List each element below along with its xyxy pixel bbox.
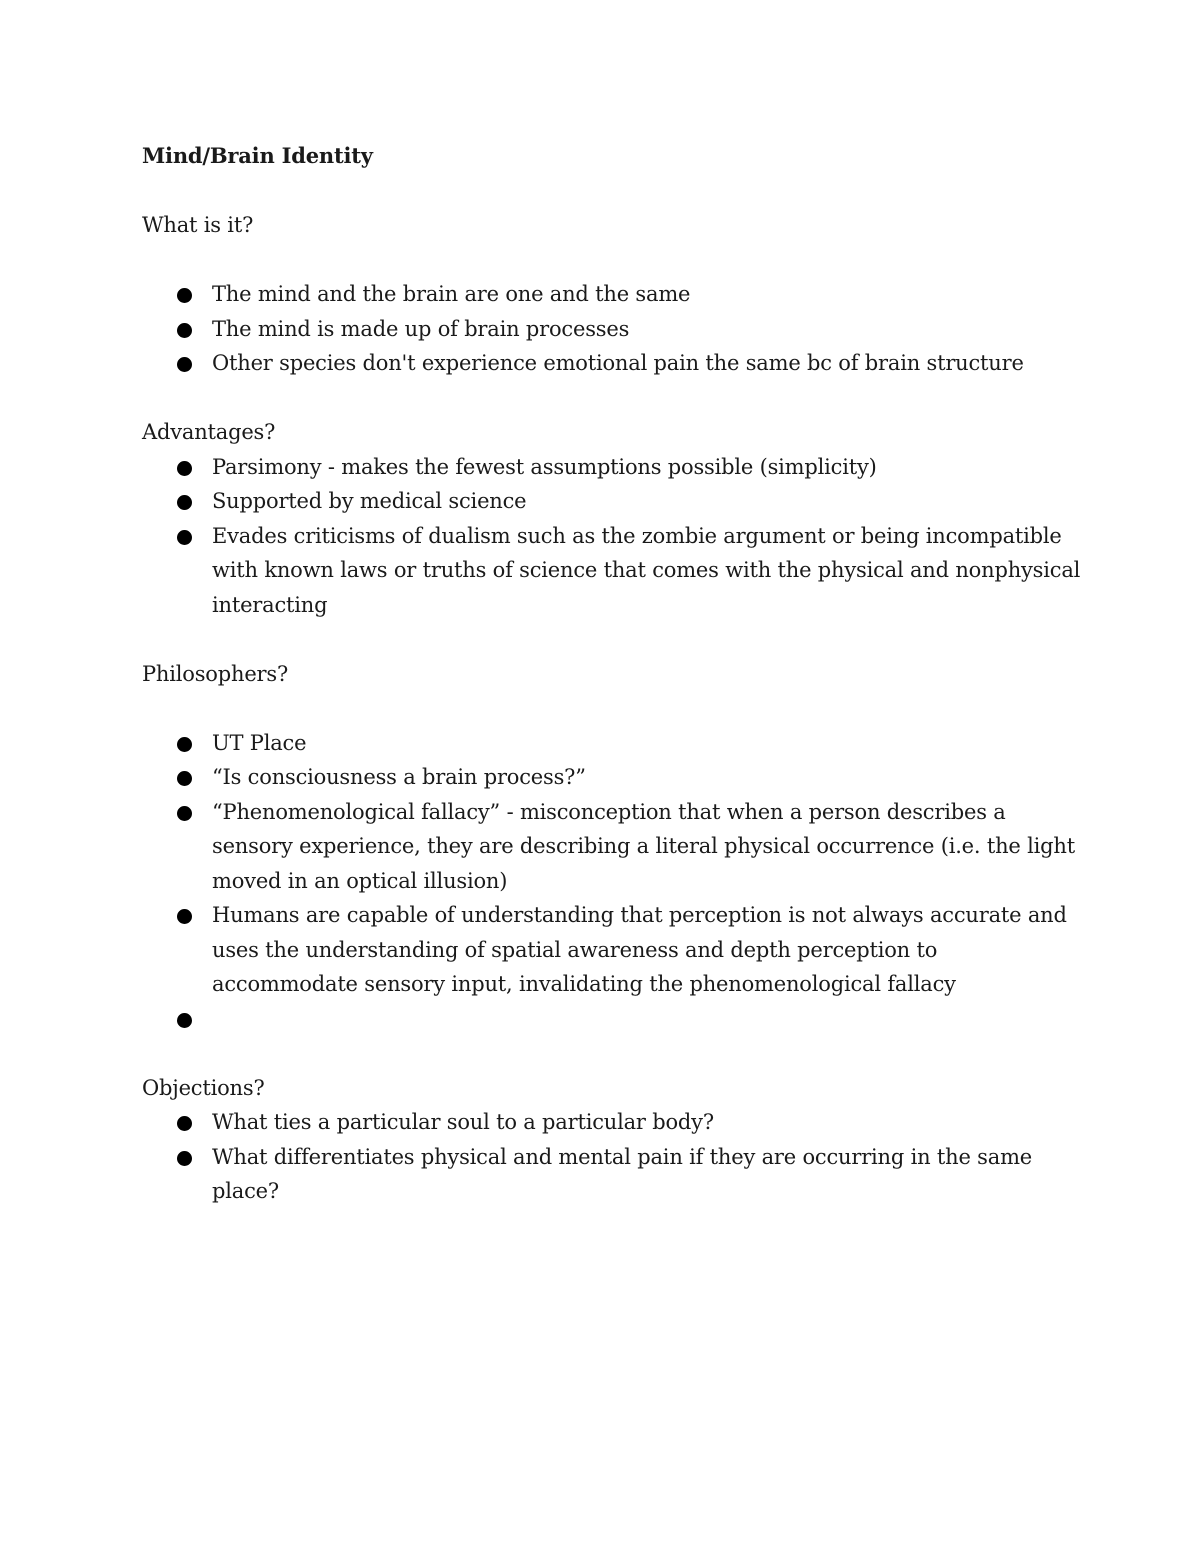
bullet-list	[142, 277, 1082, 381]
section-heading: What is it?	[142, 213, 254, 237]
list-item-text: What ties a particular soul to a particular body?	[212, 1110, 714, 1134]
bullet-icon	[177, 737, 192, 752]
list-item-text: Other species don't experience emotional pain the same bc of brain structure	[212, 351, 1024, 375]
bullet-icon	[177, 1116, 192, 1131]
list-item	[142, 312, 1082, 347]
list-item-text: The mind and the brain are one and the same	[212, 282, 691, 306]
section-philosophers	[142, 657, 1082, 1071]
spacer	[142, 174, 1082, 209]
list-item-text: UT Place	[212, 730, 307, 755]
bullet-icon	[177, 806, 192, 821]
bullet-icon	[177, 288, 192, 303]
list-item-text: Parsimony - makes the fewest assumptions possible (simplicity)	[212, 454, 877, 479]
list-item-empty	[142, 1002, 1082, 1037]
spacer	[142, 622, 1082, 657]
list-item-text: What differentiates physical and mental pain if they are occurring in the same place?	[212, 1144, 1033, 1203]
list-item	[142, 795, 1082, 899]
bullet-list	[142, 726, 1082, 1037]
list-item	[142, 450, 1082, 485]
list-item	[142, 277, 1082, 312]
section-what-is-it	[142, 208, 1082, 415]
section-heading: Objections?	[142, 1075, 265, 1100]
bullet-icon	[177, 357, 192, 372]
bullet-icon	[177, 909, 192, 924]
bullet-list	[142, 450, 1082, 623]
list-item	[142, 1105, 1082, 1140]
list-item-text: “Phenomenological fallacy” - misconception that when a person describes a sensory experience, they are describing a literal physical occurrence (i.e. the light moved in an optical illusion)	[212, 799, 1075, 893]
bullet-icon	[177, 323, 192, 338]
list-item	[142, 726, 1082, 761]
list-item-text: “Is consciousness a brain process?”	[212, 765, 586, 789]
section-heading: Advantages?	[142, 420, 276, 444]
document-title: Mind/Brain Identity	[142, 143, 373, 168]
list-item	[142, 1140, 1082, 1209]
list-item	[142, 346, 1082, 381]
bullet-list	[142, 1105, 1082, 1209]
bullet-icon	[177, 1013, 192, 1028]
list-item-text: Supported by medical science	[212, 489, 527, 513]
spacer	[142, 691, 1082, 726]
spacer	[142, 381, 1082, 416]
bullet-icon	[177, 495, 192, 510]
bullet-icon	[177, 530, 192, 545]
section-objections	[142, 1071, 1082, 1209]
spacer	[142, 1036, 1082, 1071]
list-item	[142, 898, 1082, 1002]
bullet-icon	[177, 771, 192, 786]
list-item-text: Humans are capable of understanding that perception is not always accurate and uses the understanding of spatial awareness and depth perception to accommodate sensory input, invalidating the phenomenological fallacy	[212, 903, 1067, 996]
bullet-icon	[177, 1151, 192, 1166]
bullet-icon	[177, 461, 192, 476]
list-item-text: Evades criticisms of dualism such as the zombie argument or being incompatible with known laws or truths of science that comes with the physical and nonphysical interacting	[212, 523, 1081, 617]
document-content	[142, 139, 1082, 1209]
list-item	[142, 760, 1082, 795]
spacer	[142, 243, 1082, 278]
list-item	[142, 484, 1082, 519]
section-advantages	[142, 415, 1082, 657]
section-heading: Philosophers?	[142, 661, 289, 686]
list-item-text: The mind is made up of brain processes	[212, 316, 630, 341]
list-item	[142, 519, 1082, 623]
